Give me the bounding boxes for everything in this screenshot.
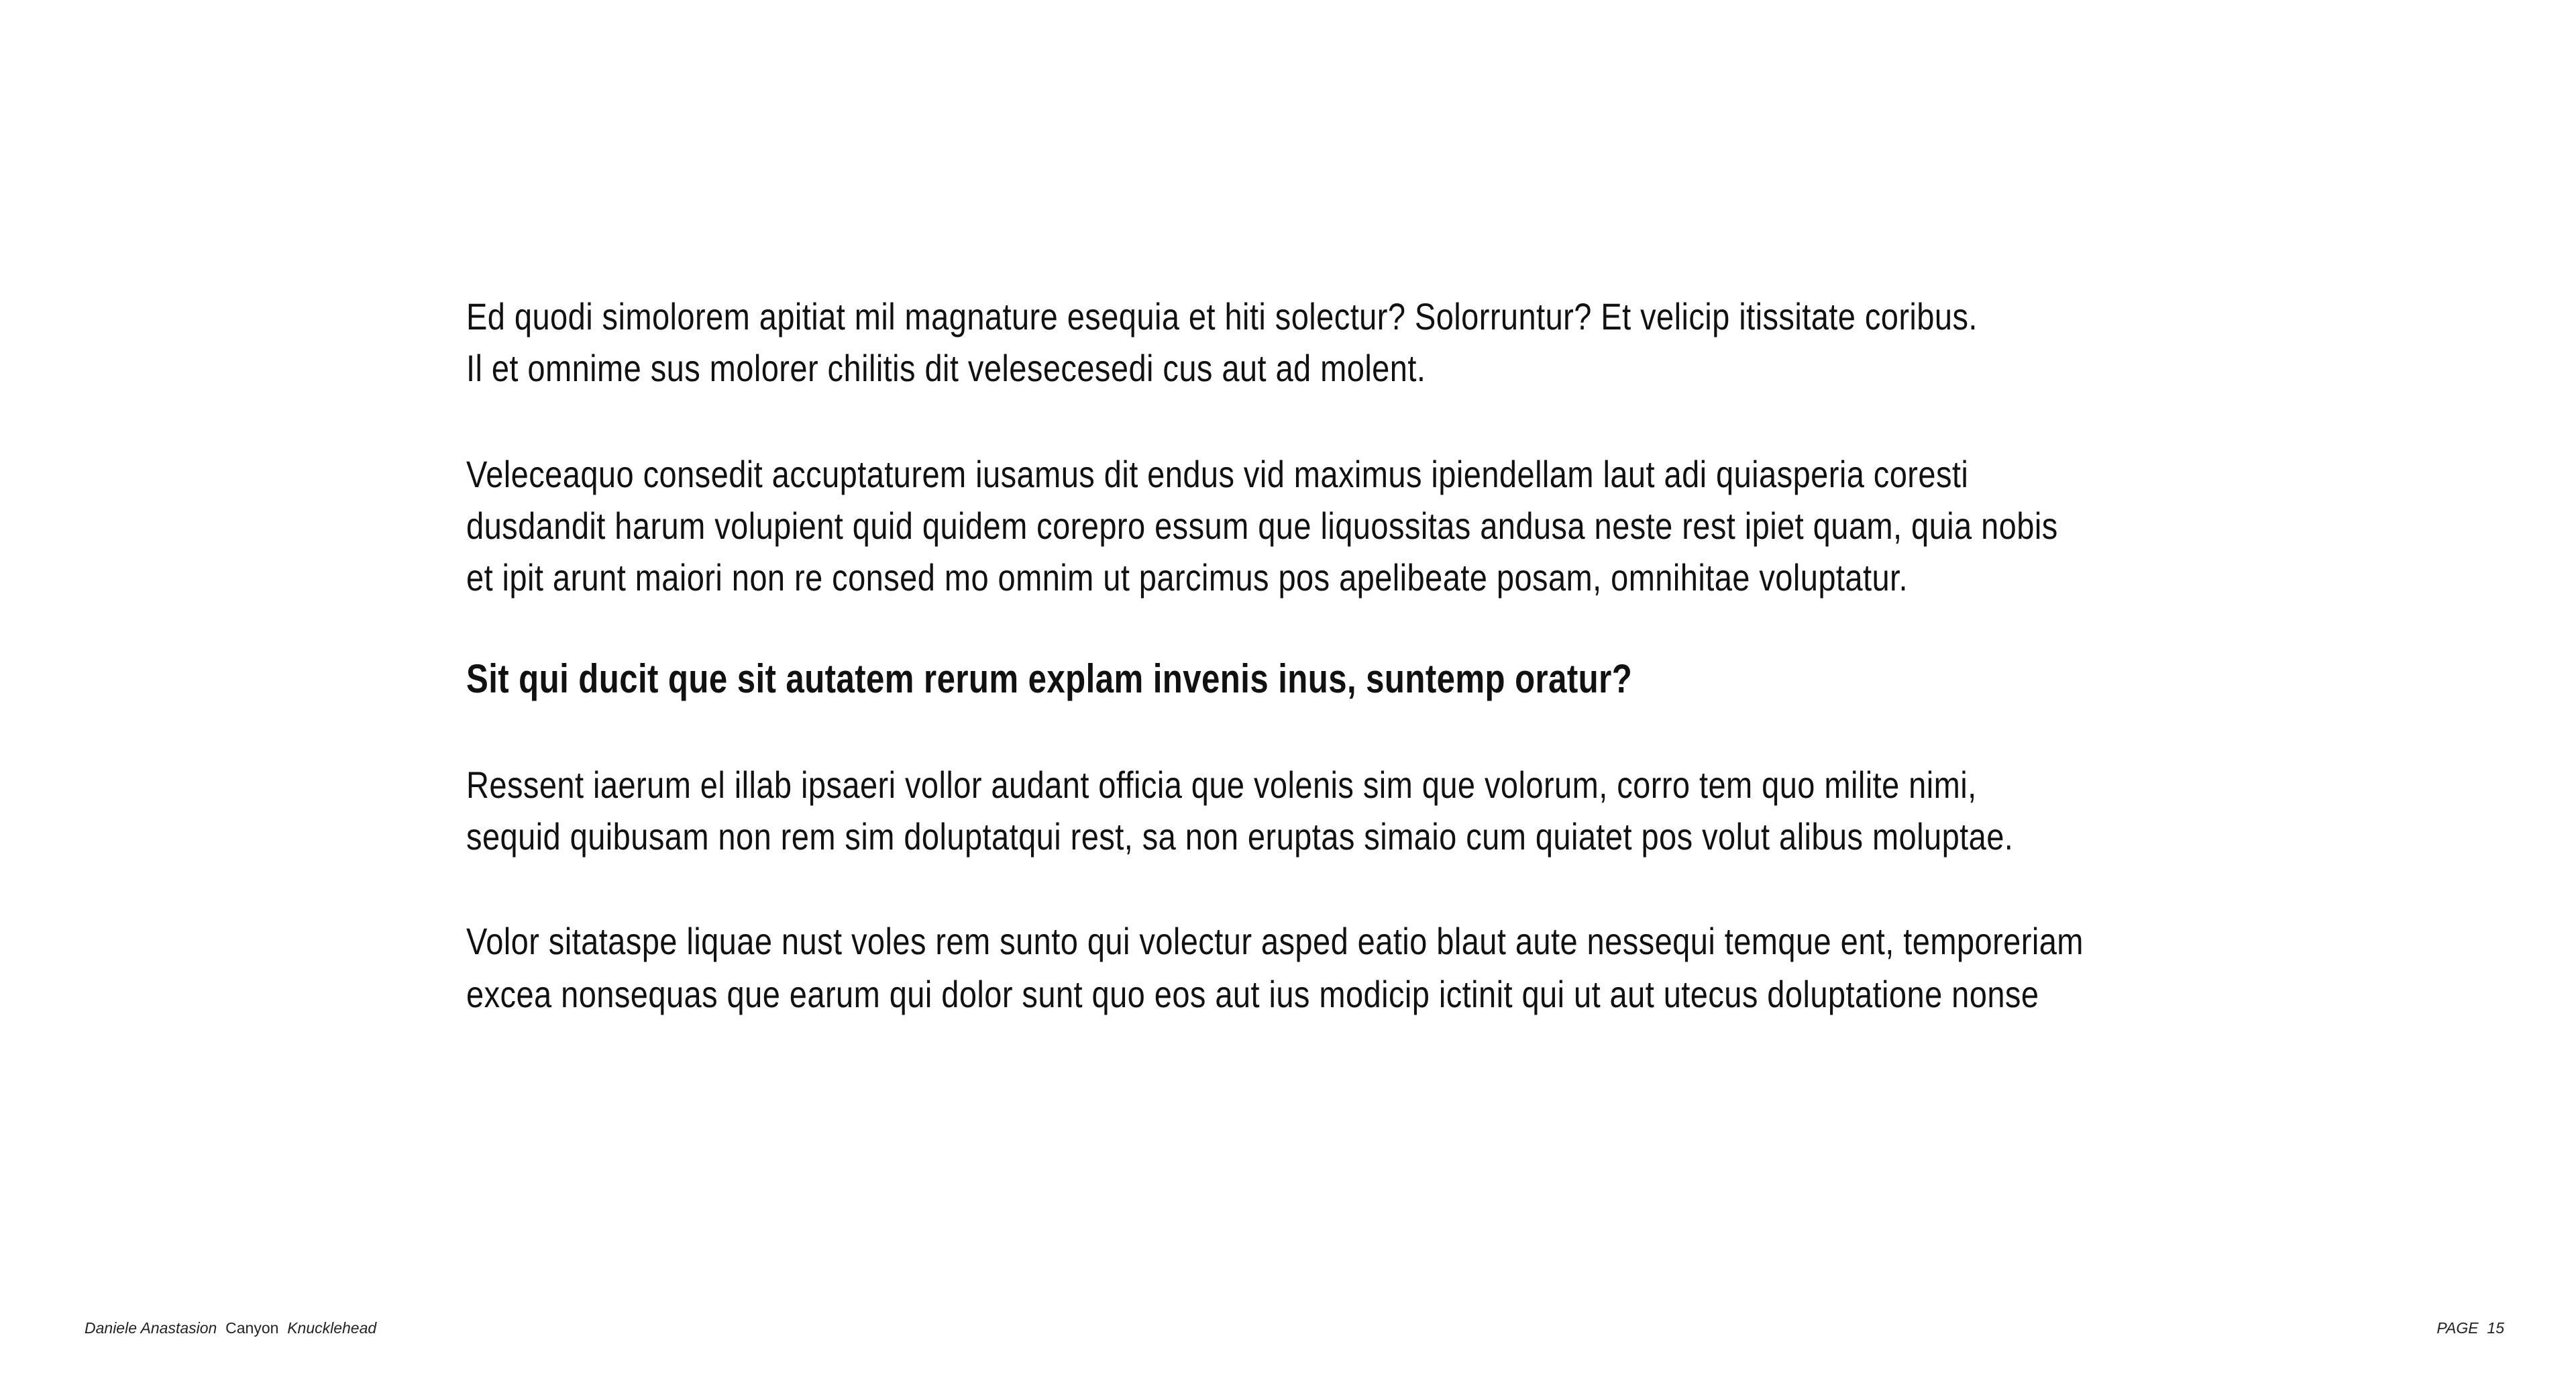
- text-line: Volor sitataspe liquae nust voles rem sunto qui volectur asped eatio blaut aute nessequi temque ent, temporeriam: [466, 920, 2084, 962]
- text-line: Ressent iaerum el illab ipsaeri vollor audant officia que volenis sim que volorum, corro tem quo milite nimi,: [466, 764, 1977, 806]
- footer-left: [85, 1318, 376, 1338]
- footer-author: Daniele Anastasion: [85, 1319, 217, 1337]
- text-line: sequid quibusam non rem sim doluptatqui rest, sa non eruptas simaio cum quiatet pos volut alibus moluptae.: [466, 815, 2014, 858]
- page-number: [2436, 1318, 2504, 1338]
- section-heading: Sit qui ducit que sit autatem rerum explam invenis inus, suntemp oratur?: [466, 656, 1633, 701]
- page-number-text: PAGE 15: [2436, 1319, 2504, 1337]
- text-line: et ipit arunt maiori non re consed mo omnim ut parcimus pos apelibeate posam, omnihitae voluptatur.: [466, 556, 1909, 599]
- footer-subtitle: Knucklehead: [287, 1319, 377, 1337]
- text-line: dusdandit harum volupient quid quidem corepro essum que liquossitas andusa neste rest ipiet quam, quia nobis: [466, 505, 2058, 547]
- text-line: Il et omnime sus molorer chilitis dit velesecesedi cus aut ad molent.: [466, 347, 1426, 389]
- footer-title: Canyon: [225, 1319, 279, 1337]
- text-line: Ed quodi simolorem apitiat mil magnature esequia et hiti solectur? Solorruntur? Et velicip itissitate coribus.: [466, 295, 1978, 338]
- text-line: Veleceaquo consedit accuptaturem iusamus dit endus vid maximus ipiendellam laut adi quiasperia coresti: [466, 453, 1969, 495]
- text-line: excea nonsequas que earum qui dolor sunt quo eos aut ius modicip ictinit qui ut aut utecus doluptatione nonse: [466, 973, 2039, 1015]
